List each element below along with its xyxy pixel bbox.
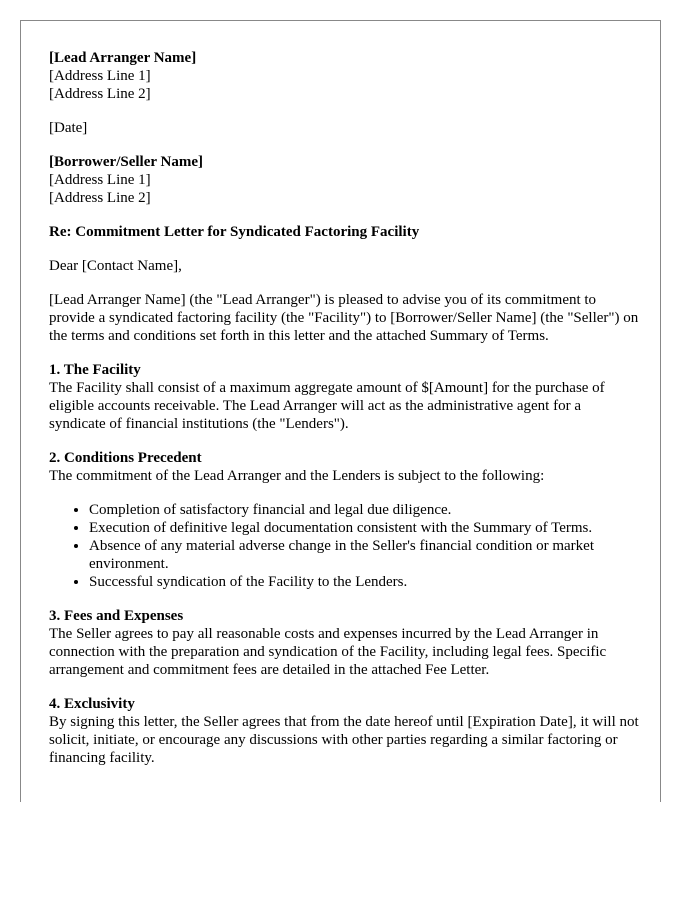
conditions-list [49, 501, 639, 591]
section-exclusivity [49, 695, 639, 767]
list-item: • Execution of definitive legal documentation consistent with the Summary of Terms. [89, 519, 639, 537]
list-item: • Absence of any material adverse change in the Seller's financial condition or market environment. [89, 537, 639, 573]
recipient-address [49, 153, 639, 207]
letter-date: [Date] [49, 120, 88, 136]
sender-name: [Lead Arranger Name] [49, 50, 197, 66]
subject-line: Re: Commitment Letter for Syndicated Factoring Facility [49, 224, 420, 240]
recipient-address-line-1: [Address Line 1] [49, 172, 151, 188]
section-body: The commitment of the Lead Arranger and the Lenders is subject to the following: [49, 468, 545, 484]
recipient-address-line-2: [Address Line 2] [49, 190, 151, 206]
section-heading: 1. The Facility [49, 362, 141, 378]
letter-content [49, 49, 639, 767]
letter-page [20, 20, 661, 802]
section-facility [49, 361, 639, 433]
intro-paragraph: [Lead Arranger Name] (the "Lead Arranger") is pleased to advise you of its commitment to provide a syndicated factoring facility (the "Facility") to [Borrower/Seller Name] (the "Seller") on the terms and conditions set forth in this letter and the attached Summary of Terms. [49, 292, 639, 344]
section-heading: 3. Fees and Expenses [49, 608, 184, 624]
recipient-name: [Borrower/Seller Name] [49, 154, 203, 170]
section-body: By signing this letter, the Seller agrees that from the date hereof until [Expiration Date], it will not solicit, initiate, or encourage any discussions with other parties regarding a similar factoring or financing facility. [49, 714, 639, 766]
section-conditions-precedent [49, 449, 639, 591]
salutation: Dear [Contact Name], [49, 258, 182, 274]
section-heading: 4. Exclusivity [49, 696, 135, 712]
section-fees-expenses [49, 607, 639, 679]
sender-address-line-1: [Address Line 1] [49, 68, 151, 84]
sender-address-line-2: [Address Line 2] [49, 86, 151, 102]
section-heading: 2. Conditions Precedent [49, 450, 202, 466]
sender-address [49, 49, 639, 103]
list-item: • Completion of satisfactory financial and legal due diligence. [89, 501, 639, 519]
section-body: The Seller agrees to pay all reasonable costs and expenses incurred by the Lead Arranger in connection with the preparation and syndication of the Facility, including legal fees. Specific arrangement and commitment fees are detailed in the attached Fee Letter. [49, 626, 607, 678]
list-item: • Successful syndication of the Facility to the Lenders. [89, 573, 639, 591]
section-body: The Facility shall consist of a maximum aggregate amount of $[Amount] for the purchase of eligible accounts receivable. The Lead Arranger will act as the administrative agent for a syndicate of financial institutions (the "Lenders"). [49, 380, 605, 432]
